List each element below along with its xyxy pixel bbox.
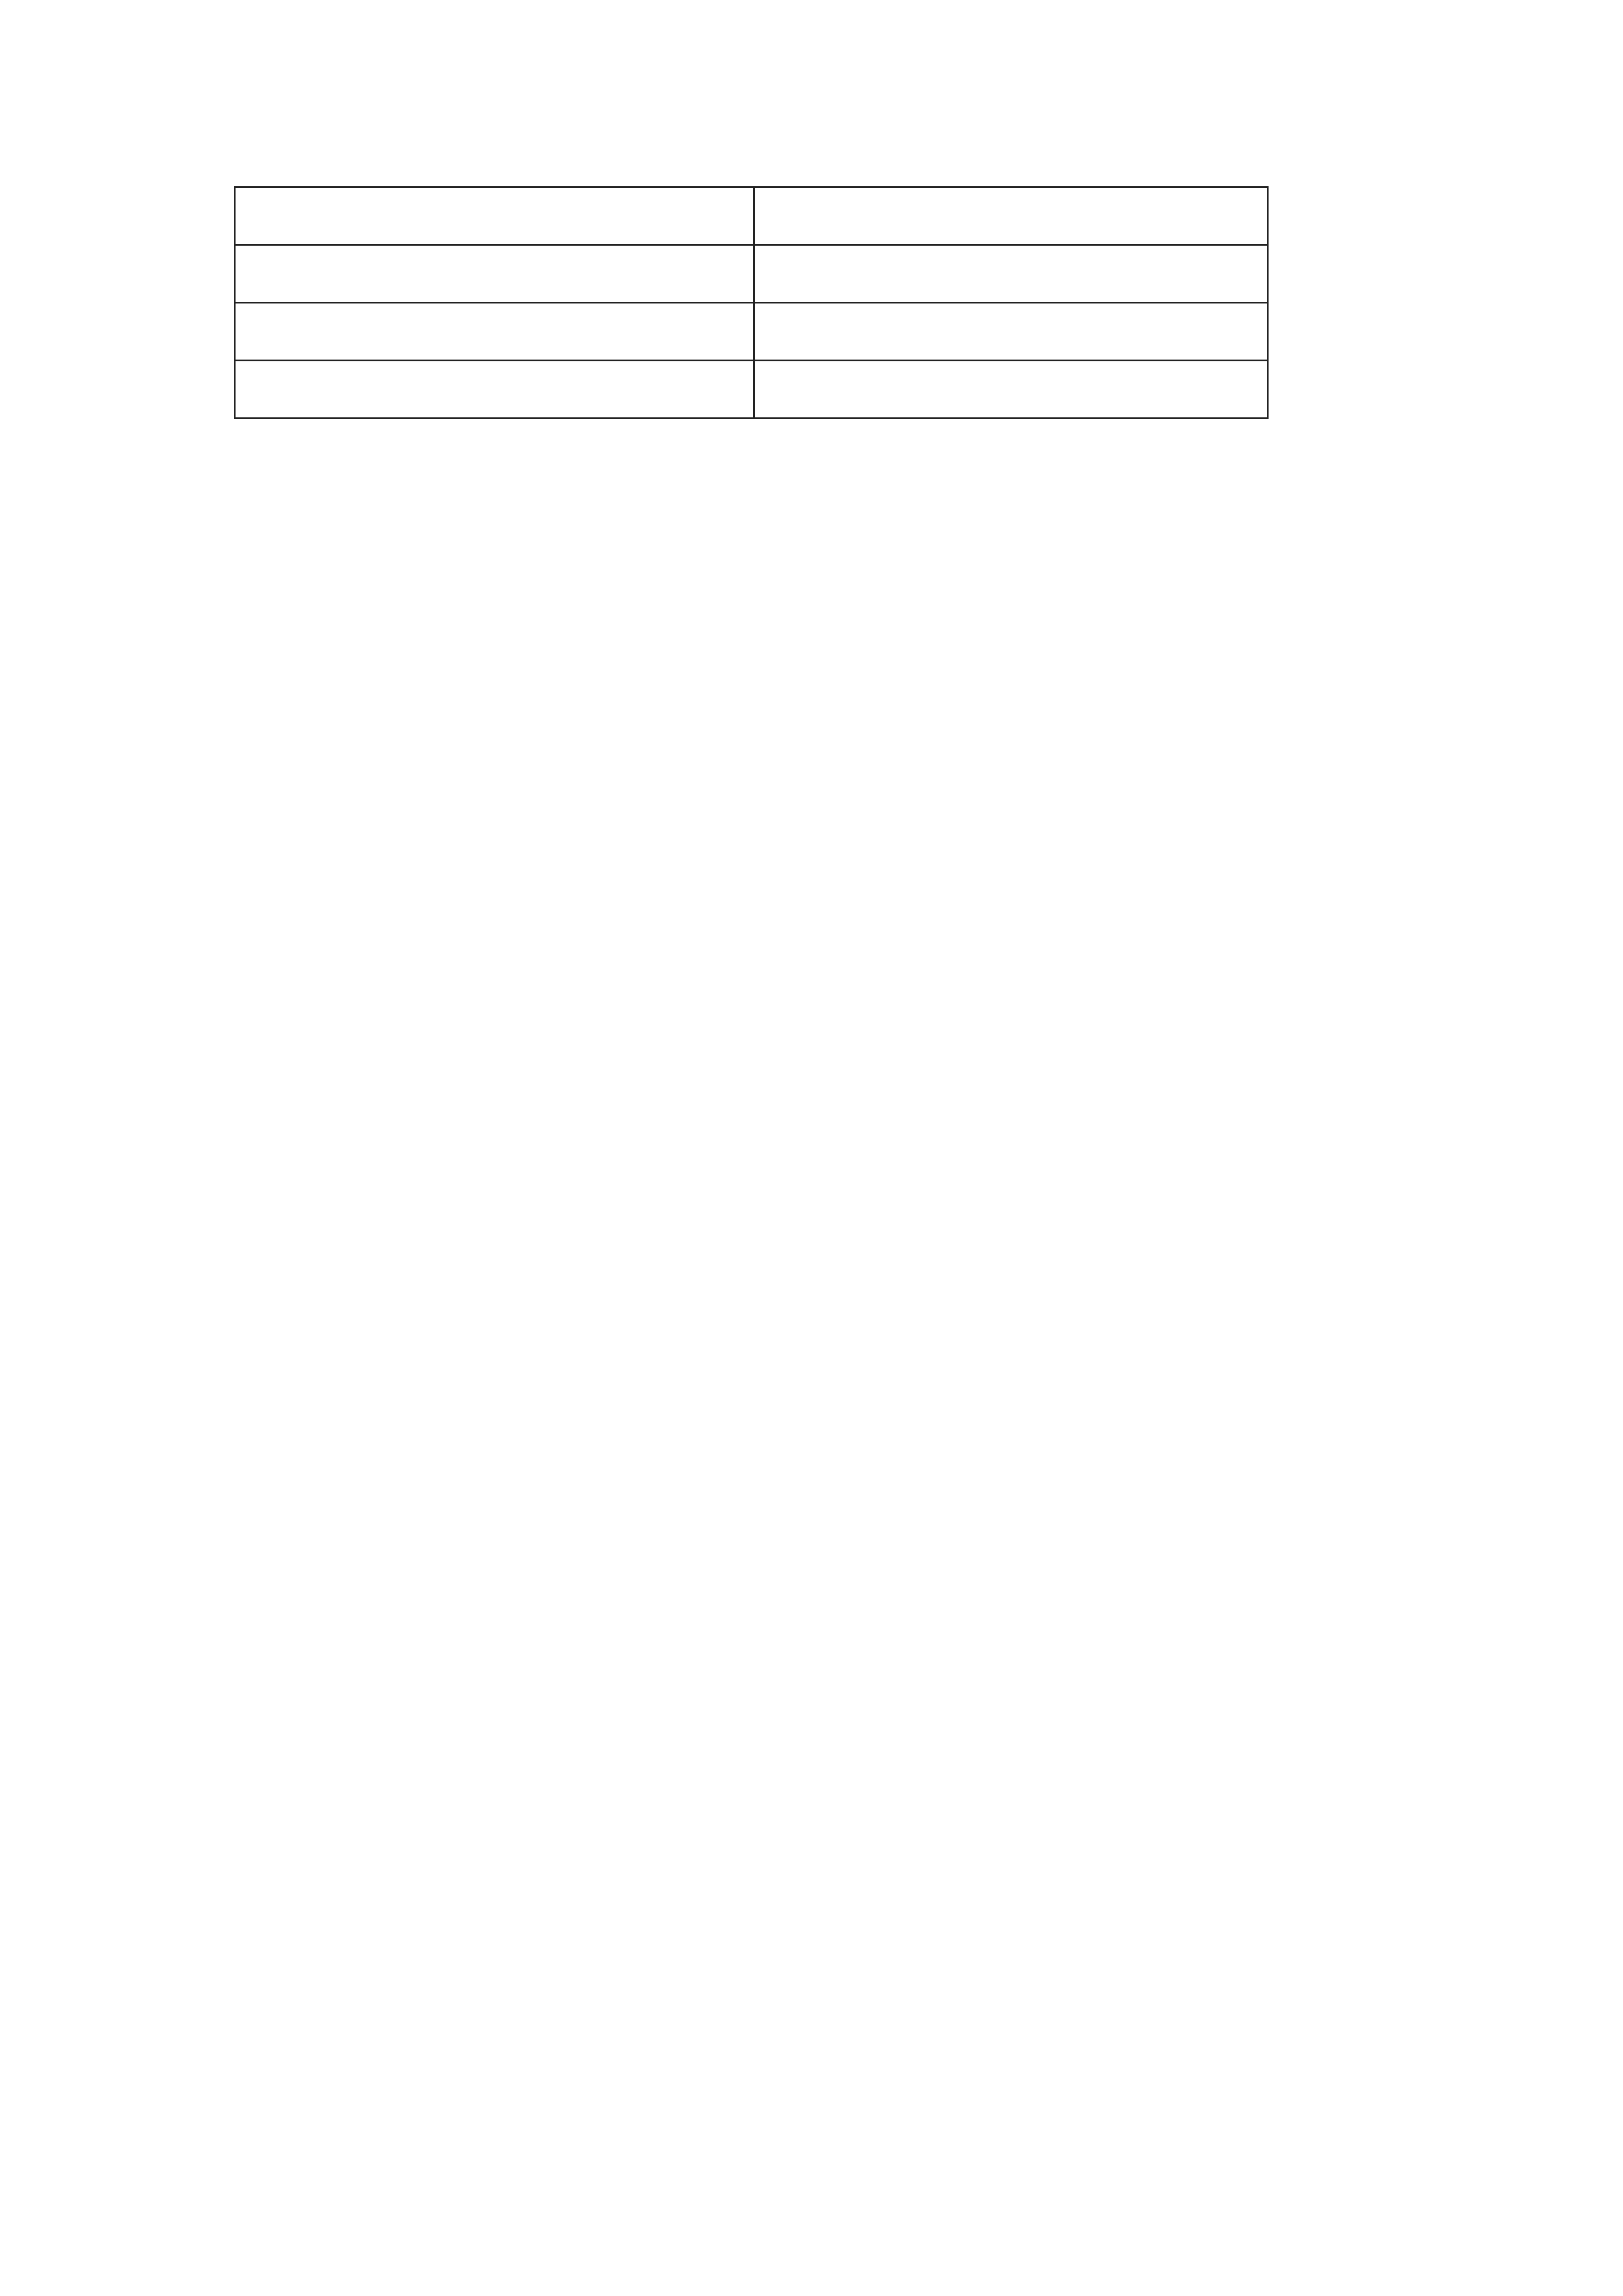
table-header-cell xyxy=(235,187,754,245)
table-header-cell xyxy=(754,187,1268,245)
table-row xyxy=(235,303,1268,361)
table-header-row xyxy=(235,187,1268,245)
table-cell xyxy=(235,303,754,361)
schedule-table xyxy=(234,186,1269,419)
table-cell xyxy=(754,245,1268,303)
table-cell xyxy=(235,361,754,418)
page-content xyxy=(250,181,1399,428)
table-cell xyxy=(235,245,754,303)
table-row xyxy=(235,245,1268,303)
table-cell xyxy=(754,303,1268,361)
table-cell xyxy=(754,361,1268,418)
table-row xyxy=(235,361,1268,418)
